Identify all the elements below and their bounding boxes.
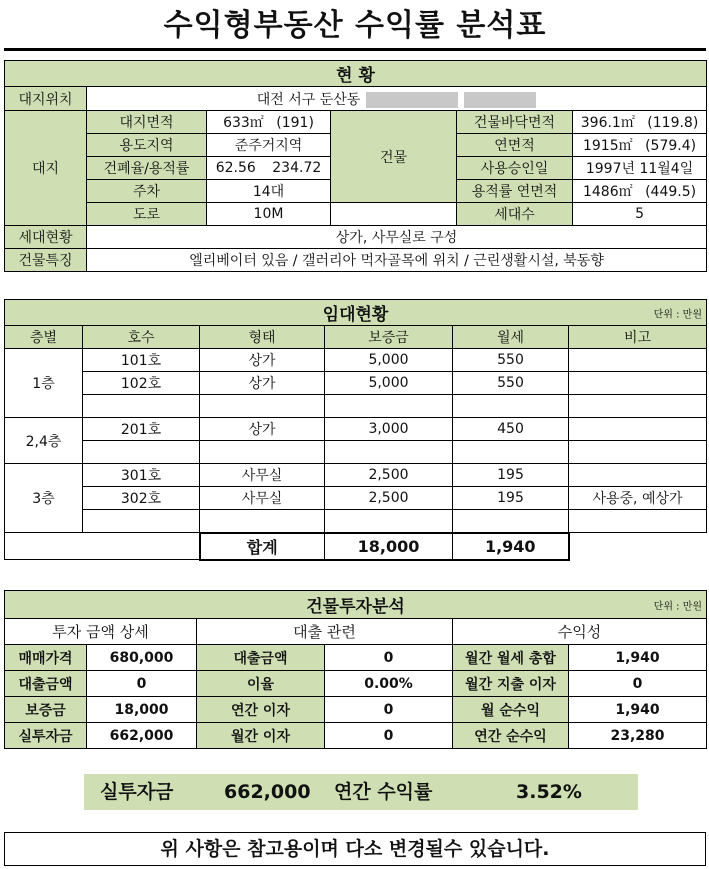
site-location-cell (87, 87, 707, 111)
units-label: 세대수 (457, 203, 573, 226)
lease-header (5, 300, 707, 326)
ratio-label: 건폐율/용적률 (87, 157, 207, 180)
investment-col-profit: 수익성 (453, 619, 707, 645)
floor-cell: 3층 (5, 464, 83, 533)
rent-cell (453, 510, 569, 533)
loan-value: 0.00% (325, 671, 453, 697)
note-cell (569, 349, 707, 372)
note-cell (569, 441, 707, 464)
table-row (5, 372, 707, 395)
lease-total-row (5, 533, 707, 560)
households-value: 상가, 사무실로 구성 (87, 226, 707, 249)
road-value: 10M (207, 203, 331, 226)
lease-total-rent: 1,940 (453, 533, 569, 560)
deposit-cell (325, 510, 453, 533)
land-label: 대지 (5, 111, 87, 226)
floor-area-label: 건물바닥면적 (457, 111, 573, 134)
deposit-cell: 5,000 (325, 349, 453, 372)
profit-label: 월간 지출 이자 (453, 671, 569, 697)
summary-invest-label: 실투자금 (100, 781, 174, 803)
total-area-label: 연면적 (457, 134, 573, 157)
table-row (5, 697, 707, 723)
land-area-cell (207, 111, 331, 134)
profit-label: 월간 월세 총합 (453, 645, 569, 671)
rent-cell: 550 (453, 349, 569, 372)
type-cell: 사무실 (200, 464, 325, 487)
rent-cell (453, 395, 569, 418)
profit-label: 월 순수익 (453, 697, 569, 723)
type-cell: 상가 (200, 418, 325, 441)
loan-label: 이율 (197, 671, 325, 697)
table-row (5, 510, 707, 533)
note-cell (569, 464, 707, 487)
investment-header-title: 건물투자분석 (306, 597, 405, 617)
detail-value: 680,000 (87, 645, 197, 671)
far-area-py: (449.5) (645, 184, 697, 200)
unit-cell: 201호 (83, 418, 200, 441)
coverage-ratio: 62.56 (215, 160, 256, 176)
loan-value: 0 (325, 645, 453, 671)
profit-value: 1,940 (569, 645, 707, 671)
loan-label: 연간 이자 (197, 697, 325, 723)
rent-cell: 195 (453, 464, 569, 487)
redacted-address-block (464, 92, 536, 108)
detail-label: 대출금액 (5, 671, 87, 697)
rent-cell: 550 (453, 372, 569, 395)
lease-col-type: 형태 (200, 326, 325, 349)
lease-col-unit: 호수 (83, 326, 200, 349)
parking-value: 14대 (207, 180, 331, 203)
lease-table (4, 299, 707, 561)
far-area-label: 용적률 연면적 (457, 180, 573, 203)
profit-value: 23,280 (569, 723, 707, 749)
overview-header: 현 황 (5, 61, 707, 87)
table-row (5, 671, 707, 697)
total-area-cell (573, 134, 707, 157)
detail-value: 662,000 (87, 723, 197, 749)
summary-yield-label: 연간 수익률 (334, 781, 433, 803)
table-row (5, 349, 707, 372)
note-cell (569, 510, 707, 533)
page-title: 수익형부동산 수익률 분석표 (163, 8, 547, 43)
floor-area-py: (119.8) (647, 115, 699, 131)
empty-cell (83, 533, 200, 560)
empty-cell (569, 533, 707, 560)
unit-cell: 101호 (83, 349, 200, 372)
total-area-m2: 1915㎡ (582, 138, 633, 154)
unit-cell: 102호 (83, 372, 200, 395)
unit-cell (83, 510, 200, 533)
lease-total-deposit: 18,000 (325, 533, 453, 560)
disclaimer-text: 위 사항은 참고용이며 다소 변경될수 있습니다. (160, 838, 550, 860)
far-area-cell (573, 180, 707, 203)
unit-cell (83, 441, 200, 464)
type-cell (200, 510, 325, 533)
floor-area-m2: 396.1㎡ (580, 115, 635, 131)
profit-label: 연간 순수익 (453, 723, 569, 749)
floor-cell: 1층 (5, 349, 83, 418)
deposit-cell (325, 441, 453, 464)
loan-label: 대출금액 (197, 645, 325, 671)
profit-value: 1,940 (569, 697, 707, 723)
lease-total-label: 합계 (200, 533, 325, 560)
parking-label: 주차 (87, 180, 207, 203)
investment-table (4, 590, 707, 749)
unit-cell: 301호 (83, 464, 200, 487)
deposit-cell: 2,500 (325, 487, 453, 510)
type-cell: 사무실 (200, 487, 325, 510)
investment-unit-note: 단위 : 만원 (653, 601, 703, 612)
table-row (5, 723, 707, 749)
households-label: 세대현황 (5, 226, 87, 249)
zone-value: 준주거지역 (207, 134, 331, 157)
redacted-address-block (366, 92, 458, 108)
road-label: 도로 (87, 203, 207, 226)
detail-label: 보증금 (5, 697, 87, 723)
detail-label: 실투자금 (5, 723, 87, 749)
investment-header (5, 591, 707, 619)
investment-col-loan: 대출 관련 (197, 619, 453, 645)
lease-col-rent: 월세 (453, 326, 569, 349)
rent-cell: 450 (453, 418, 569, 441)
summary-invest-value: 662,000 (224, 781, 311, 803)
summary-yield-value: 3.52% (516, 781, 582, 803)
land-area-label: 대지면적 (87, 111, 207, 134)
deposit-cell: 3,000 (325, 418, 453, 441)
empty-cell (331, 203, 457, 226)
table-row (5, 487, 707, 510)
unit-cell: 302호 (83, 487, 200, 510)
detail-value: 18,000 (87, 697, 197, 723)
note-cell (569, 372, 707, 395)
title-box (4, 3, 706, 51)
site-location-label: 대지위치 (5, 87, 87, 111)
disclaimer-box (4, 832, 706, 866)
land-area-py: (191) (276, 115, 314, 131)
far-area-m2: 1486㎡ (582, 184, 633, 200)
land-area-m2: 633㎡ (223, 115, 264, 131)
total-area-py: (579.4) (645, 138, 697, 154)
loan-value: 0 (325, 723, 453, 749)
deposit-cell: 5,000 (325, 372, 453, 395)
note-cell: 사용중, 예상가 (569, 487, 707, 510)
detail-label: 매매가격 (5, 645, 87, 671)
features-label: 건물특징 (5, 249, 87, 272)
unit-cell (83, 395, 200, 418)
ratio-cell (207, 157, 331, 180)
table-row (5, 464, 707, 487)
deposit-cell (325, 395, 453, 418)
floor-cell: 2,4층 (5, 418, 83, 464)
features-value: 엘리베이터 있음 / 갤러리아 먹자골목에 위치 / 근린생활시설, 북동향 (87, 249, 707, 272)
zone-label: 용도지역 (87, 134, 207, 157)
table-row (5, 395, 707, 418)
lease-col-deposit: 보증금 (325, 326, 453, 349)
type-cell (200, 441, 325, 464)
site-location-value: 대전 서구 둔산동 (256, 91, 361, 108)
note-cell (569, 395, 707, 418)
type-cell: 상가 (200, 349, 325, 372)
loan-value: 0 (325, 697, 453, 723)
table-row (5, 418, 707, 441)
rent-cell (453, 441, 569, 464)
deposit-cell: 2,500 (325, 464, 453, 487)
building-label: 건물 (331, 111, 457, 203)
type-cell (200, 395, 325, 418)
table-row (5, 441, 707, 464)
floor-area-ratio: 234.72 (272, 160, 322, 176)
approval-label: 사용승인일 (457, 157, 573, 180)
lease-header-title: 임대현황 (322, 305, 389, 325)
lease-unit-note: 단위 : 만원 (653, 309, 703, 320)
empty-cell (5, 533, 83, 560)
detail-value: 0 (87, 671, 197, 697)
profit-value: 0 (569, 671, 707, 697)
summary-banner (84, 774, 638, 810)
investment-col-detail: 투자 금액 상세 (5, 619, 197, 645)
overview-table (4, 60, 707, 272)
table-row (5, 645, 707, 671)
floor-area-cell (573, 111, 707, 134)
rent-cell: 195 (453, 487, 569, 510)
lease-col-floor: 층별 (5, 326, 83, 349)
note-cell (569, 418, 707, 441)
lease-col-note: 비고 (569, 326, 707, 349)
type-cell: 상가 (200, 372, 325, 395)
approval-value: 1997년 11월4일 (573, 157, 707, 180)
loan-label: 월간 이자 (197, 723, 325, 749)
units-value: 5 (573, 203, 707, 226)
